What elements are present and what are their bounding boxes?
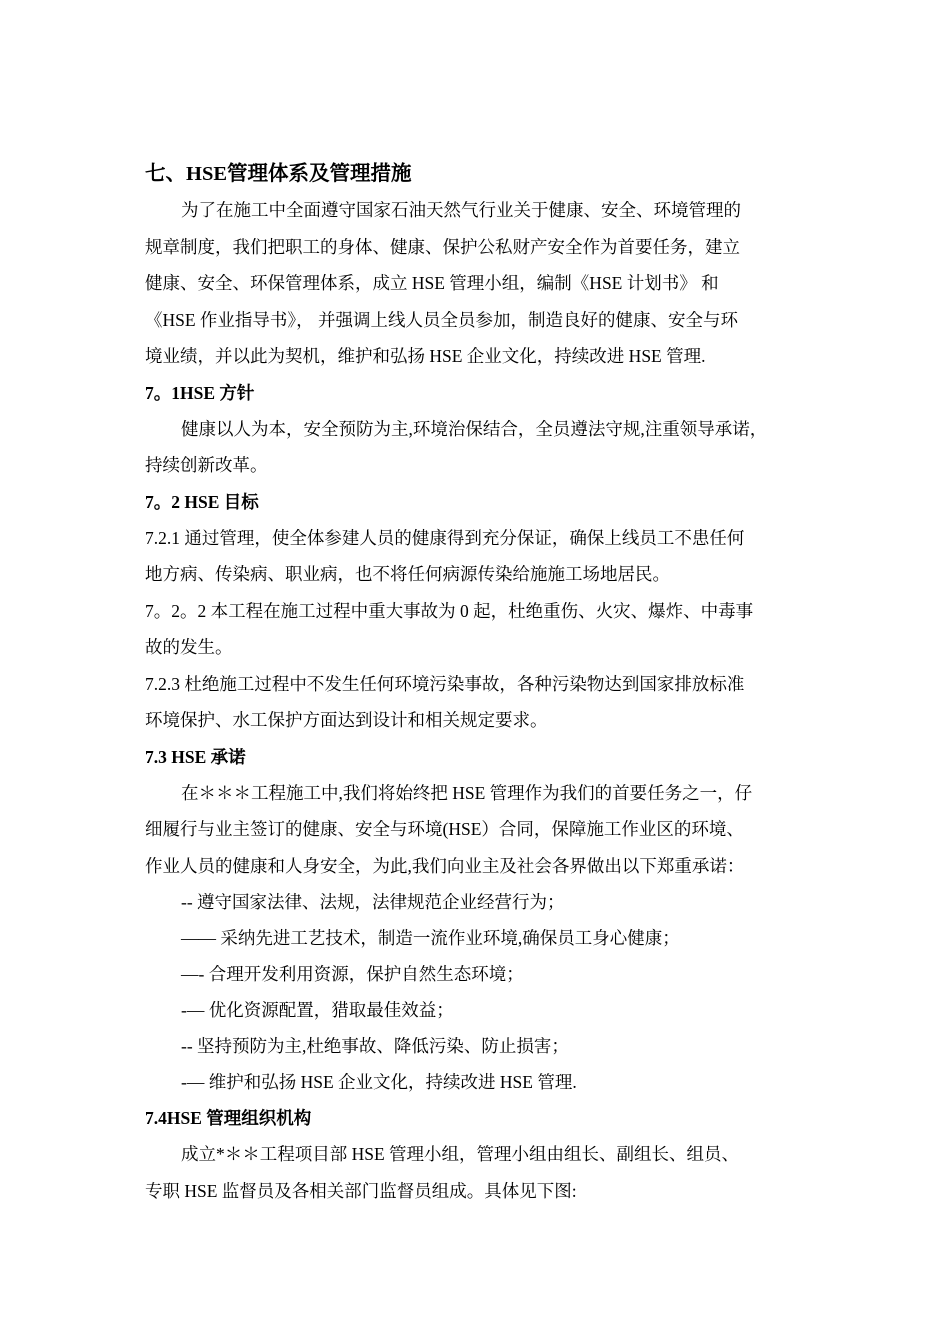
text-line: 作业人员的健康和人身安全，为此,我们向业主及社会各界做出以下郑重承诺： (145, 855, 745, 876)
text-line: 《HSE 作业指导书》， 并强调上线人员全员参加，制造良好的健康、安全与环 (145, 309, 739, 330)
text-line: 成立*＊＊工程项目部 HSE 管理小组，管理小组由组长、副组长、组员、 (181, 1144, 740, 1164)
text-line: 健康、安全、环保管理体系，成立 HSE 管理小组，编制《HSE 计划书》 和 (145, 273, 719, 293)
text-line: 境业绩，并以此为契机，维护和弘扬 HSE 企业文化，持续改进 HSE 管理. (145, 346, 706, 366)
list-item: -— 维护和弘扬 HSE 企业文化，持续改进 HSE 管理. (181, 1072, 577, 1092)
hse-policy-paragraph (145, 411, 815, 484)
document-page (145, 156, 815, 1209)
list-item: -- 坚持预防为主,杜绝事故、降低污染、防止损害； (181, 1036, 569, 1056)
text-line: 持续创新改革。 (145, 455, 268, 475)
organization-paragraph (145, 1136, 815, 1209)
subsection-title-7-3: 7.3 HSE 承诺 (145, 746, 246, 767)
hse-commitment-paragraph (145, 775, 815, 885)
intro-paragraph (145, 192, 815, 375)
text-line: 7.2.3 杜绝施工过程中不发生任何环境污染事故，各种污染物达到国家排放标准 (145, 673, 745, 694)
text-line: 在＊＊＊工程施工中,我们将始终把 HSE 管理作为我们的首要任务之一，仔 (181, 782, 753, 803)
commitment-list (145, 884, 815, 1100)
text-line: 故的发生。 (145, 637, 233, 657)
text-line: 规章制度，我们把职工的身体、健康、保护公私财产安全作为首要任务，建立 (145, 236, 740, 257)
list-item: -— 优化资源配置，猎取最佳效益； (181, 1000, 454, 1020)
text-line: 环境保护、水工保护方面达到设计和相关规定要求。 (145, 710, 548, 730)
text-line: 专职 HSE 监督员及各相关部门监督员组成。具体见下图: (145, 1180, 577, 1201)
subsection-title-7-2: 7。2 HSE 目标 (145, 491, 259, 512)
text-line: 地方病、传染病、职业病，也不将任何病源传染给施施工场地居民。 (145, 564, 670, 584)
text-line: 为了在施工中全面遵守国家石油天然气行业关于健康、安全、环境管理的 (181, 200, 741, 220)
subsection-title-7-1: 7。1HSE 方针 (145, 382, 255, 403)
list-item: —- 合理开发利用资源，保护自然生态环境； (181, 964, 524, 984)
text-line: 7.2.1 通过管理，使全体参建人员的健康得到充分保证，确保上线员工不患任何 (145, 527, 745, 548)
hse-goals-paragraph (145, 520, 815, 739)
text-line: 健康以人为本，安全预防为主,环境治保结合，全员遵法守规,注重领导承诺， (181, 418, 768, 439)
text-line: 7。2。2 本工程在施工过程中重大事故为 0 起，杜绝重伤、火灾、爆炸、中毒事 (145, 600, 754, 621)
list-item: -- 遵守国家法律、法规，法律规范企业经营行为； (181, 892, 565, 912)
subsection-title-7-4: 7.4HSE 管理组织机构 (145, 1108, 312, 1128)
text-line: 细履行与业主签订的健康、安全与环境(HSE）合同，保障施工作业区的环境、 (145, 819, 744, 839)
section-title: 七、HSE管理体系及管理措施 (145, 163, 412, 185)
list-item: —— 采纳先进工艺技术，制造一流作业环境,确保员工身心健康； (181, 928, 680, 948)
